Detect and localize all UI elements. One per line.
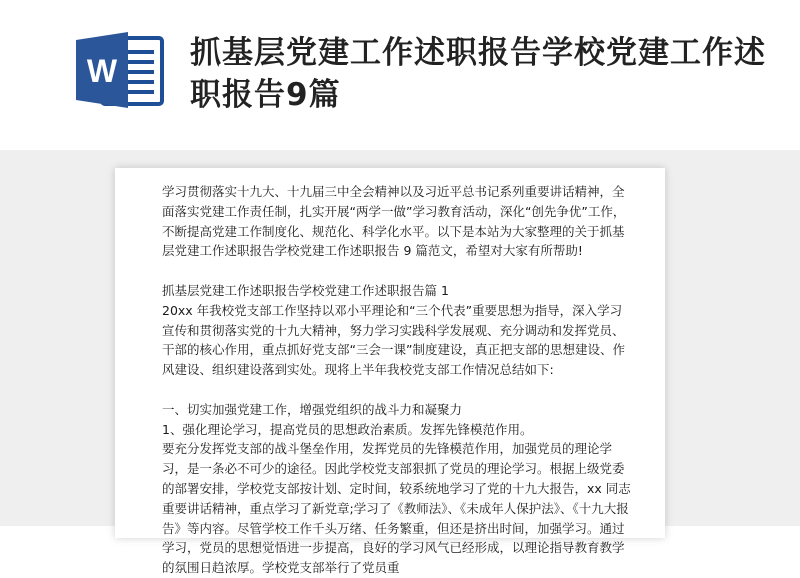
paragraph-gap — [162, 261, 632, 281]
paragraph-gap — [162, 380, 632, 400]
word-icon-letter: W — [86, 53, 118, 89]
section-title: 抓基层党建工作述职报告学校党建工作述职报告篇 1 — [162, 282, 449, 298]
subsection-heading: 1、强化理论学习，提高党员的思想政治素质。发挥先锋模范作用。 — [162, 421, 533, 437]
document-body — [162, 182, 632, 578]
word-document-icon — [72, 30, 168, 110]
section-heading: 一、切实加强党建工作，增强党组织的战斗力和凝聚力 — [162, 401, 463, 417]
paragraph: 20xx 年我校党支部工作坚持以邓小平理论和“三个代表”重要思想为指导，深入学习宣传和贯彻落实党的十九大精神，努力学习实践科学发展观、充分调动和发挥党员、干部的核心作用，重点抓好党支部“三会一课”制度建设，真正把支部的思想建设、作风建设、组织建设落到实处。现将上半年我校党支部工作情况总结如下: — [162, 302, 625, 378]
page-title: 抓基层党建工作述职报告学校党建工作述职报告9篇 — [190, 35, 766, 113]
paragraph: 要充分发挥党支部的战斗堡垒作用，发挥党员的先锋模范作用，加强党员的理论学习，是一条必不可少的途径。因此学校党支部狠抓了党员的理论学习。根据上级党委的部署安排，学校党支部按计划、定时间，较系统地学习了党的十九大报告，xx 同志重要讲话精神，重点学习了新党章;学习了《教师法》、《未成年人保护法》、《十九大报告》等内容。尽管学校工作千头万绪、任务繁重，但还是挤出时间，加强学习。通过学习，党员的思想觉悟进一步提高，良好的学习风气已经形成，以理论指导教育教学的氛围日趋浓厚。学校党支部举行了党员重 — [162, 441, 631, 576]
intro-paragraph: 学习贯彻落实十九大、十九届三中全会精神以及习近平总书记系列重要讲话精神，全面落实党建工作责任制，扎实开展“两学一做”学习教育活动，深化“创先争优”工作，不断提高党建工作制度化、规范化、科学化水平。以下是本站为大家整理的关于抓基层党建工作述职报告学校党建工作述职报告 9 篇范文，希望对大家有所帮助! — [162, 184, 626, 259]
header — [0, 0, 800, 150]
document-page — [115, 168, 665, 576]
